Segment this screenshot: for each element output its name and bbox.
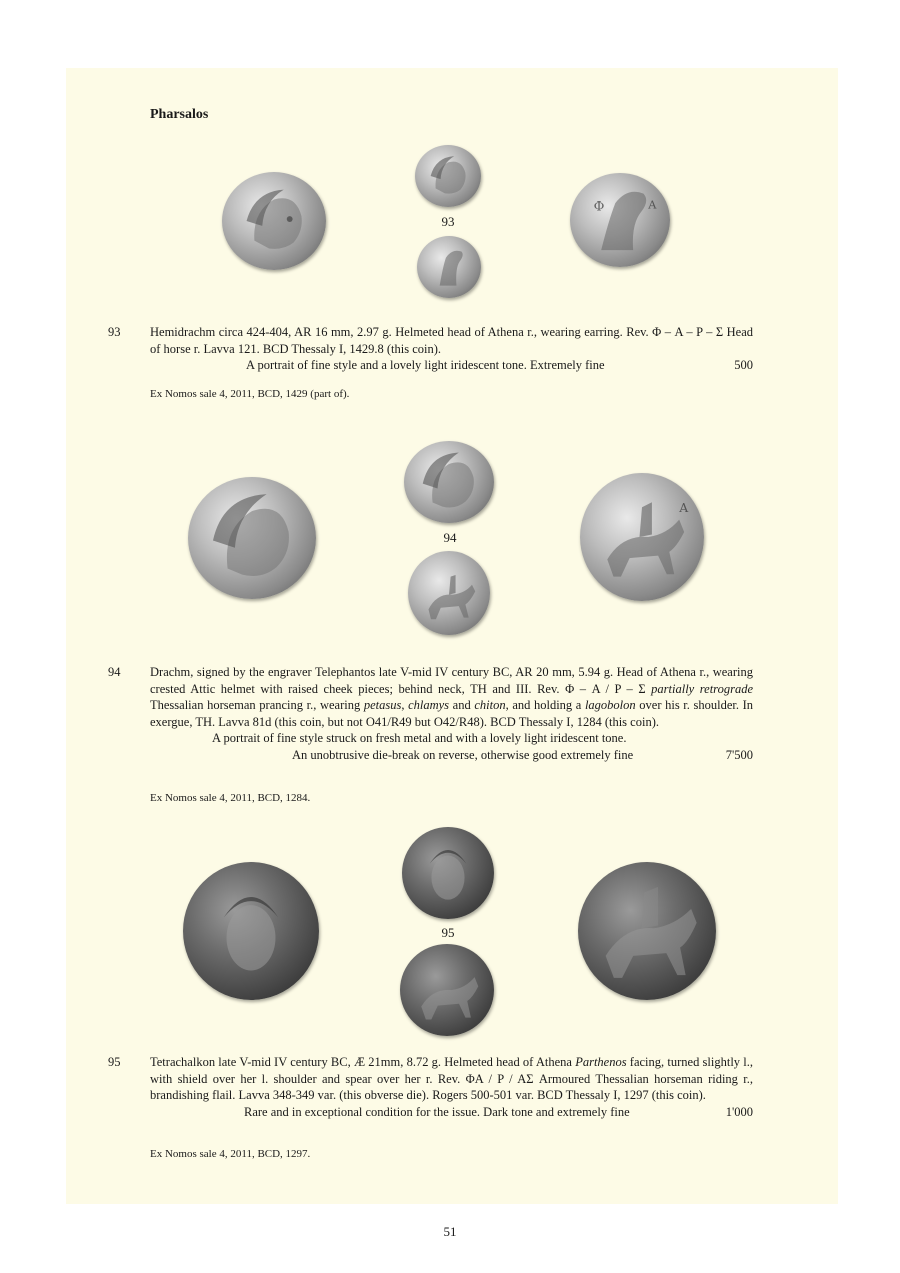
lot-number: 94 (108, 665, 121, 679)
lot-comment-row (150, 747, 753, 764)
lot-description (150, 664, 753, 730)
section-title: Pharsalos (150, 107, 209, 122)
desc-italic: Parthenos (575, 1055, 627, 1069)
coin-94-obverse-small (404, 441, 494, 523)
desc-text: , (401, 698, 409, 712)
lot-comment: A portrait of fine style and a lovely light iridescent tone. Extremely fine (246, 358, 605, 372)
desc-text: facing, turned slightly l., with shield over her l. shoulder and spear over her r. Rev. ΦA / P / AΣ Armoured Thessalian horseman riding r., brandishing flail. Lavva 348-349 var. (this obverse die). Rogers 500-501 var. BCD Thessaly I, 1297 (this coin). (150, 1055, 753, 1102)
coin-95-obverse-small (402, 827, 494, 919)
coin-94-reverse-small (408, 551, 490, 635)
coin-94-obverse-large (188, 477, 316, 599)
desc-italic: lagobolon (584, 698, 636, 712)
lot-comment: An unobtrusive die-break on reverse, otherwise good extremely fine (292, 747, 634, 762)
coin-95-reverse-large (578, 862, 716, 1000)
lot-number: 95 (108, 1055, 121, 1069)
lot-95-entry (108, 1054, 753, 1120)
horseman-icon (408, 551, 490, 635)
lot-provenance: Ex Nomos sale 4, 2011, BCD, 1297. (150, 1148, 311, 1160)
lot-description: Hemidrachm circa 424-404, AR 16 mm, 2.97 g. Helmeted head of Athena r., wearing earring. Rev. Φ – A – P – Σ Head of horse r. Lavva 121. BCD Thessaly I, 1429.8 (this coin). (150, 325, 753, 356)
svg-text:A: A (679, 500, 689, 516)
horseman-icon (400, 944, 494, 1036)
lot-description (150, 1054, 753, 1104)
svg-text:A: A (648, 198, 657, 212)
lot-comment-row (150, 357, 753, 374)
lot-93-entry (108, 324, 753, 374)
desc-italic: chiton (474, 698, 506, 712)
horseman-icon (578, 862, 716, 1000)
lot-number: 93 (108, 325, 121, 339)
lot-comment: A portrait of fine style struck on fresh metal and with a lovely light iridescent tone. (212, 731, 627, 745)
athena-head-icon (188, 477, 316, 599)
coin-93-reverse-large (570, 173, 670, 267)
coin-lot-label: 95 (441, 925, 455, 940)
horse-head-icon (417, 236, 481, 298)
desc-text: Drachm, signed by the engraver Telephantos late V-mid IV century BC, AR 20 mm, 5.94 g. Head of Athena r., wearing crested Attic helmet with raised cheek pieces; behind neck, TH and III. Rev. Φ – A / P – Σ (150, 665, 753, 696)
lot-estimate: 7'500 (725, 747, 753, 762)
lot-estimate: 1'000 (725, 1104, 753, 1119)
desc-text: Thessalian horseman prancing r., wearing (150, 698, 364, 712)
horseman-icon (580, 473, 704, 601)
coin-lot-label: 94 (443, 530, 457, 545)
facing-athena-icon (402, 827, 494, 919)
coin-95-obverse-large (183, 862, 319, 1000)
desc-text: , and holding a (505, 698, 585, 712)
horse-head-icon (570, 173, 670, 267)
athena-head-icon (222, 172, 326, 270)
lot-provenance: Ex Nomos sale 4, 2011, BCD, 1429 (part of). (150, 388, 350, 400)
lot-comment: Rare and in exceptional condition for the issue. Dark tone and extremely fine (244, 1104, 630, 1119)
desc-italic: partially retrograde (651, 681, 753, 696)
athena-head-icon (415, 145, 481, 207)
page-number: 51 (443, 1224, 457, 1239)
coin-95-reverse-small (400, 944, 494, 1036)
coin-93-reverse-small (417, 236, 481, 298)
athena-head-icon (404, 441, 494, 523)
coin-94-reverse-large (580, 473, 704, 601)
desc-text: and (449, 698, 475, 712)
svg-text:Φ: Φ (593, 199, 605, 215)
lot-94-entry (108, 664, 753, 763)
coin-93-obverse-large (222, 172, 326, 270)
lot-estimate: 500 (734, 358, 753, 372)
coin-lot-label: 93 (441, 214, 455, 229)
coin-93-obverse-small (415, 145, 481, 207)
desc-italic: chlamys (408, 698, 450, 712)
desc-text: Tetrachalkon late V-mid IV century BC, Æ 21mm, 8.72 g. Helmeted head of Athena (150, 1055, 576, 1069)
facing-athena-icon (183, 862, 319, 1000)
lot-comment-row (150, 1104, 753, 1121)
lot-provenance: Ex Nomos sale 4, 2011, BCD, 1284. (150, 792, 311, 804)
desc-text: over his r. shoulder. In exergue, TH. Lavva 81d (this coin, but not O41/R49 but O42/R48). BCD Thessaly I, 1284 (this coin). (150, 698, 754, 729)
desc-italic: petasus (363, 698, 402, 712)
